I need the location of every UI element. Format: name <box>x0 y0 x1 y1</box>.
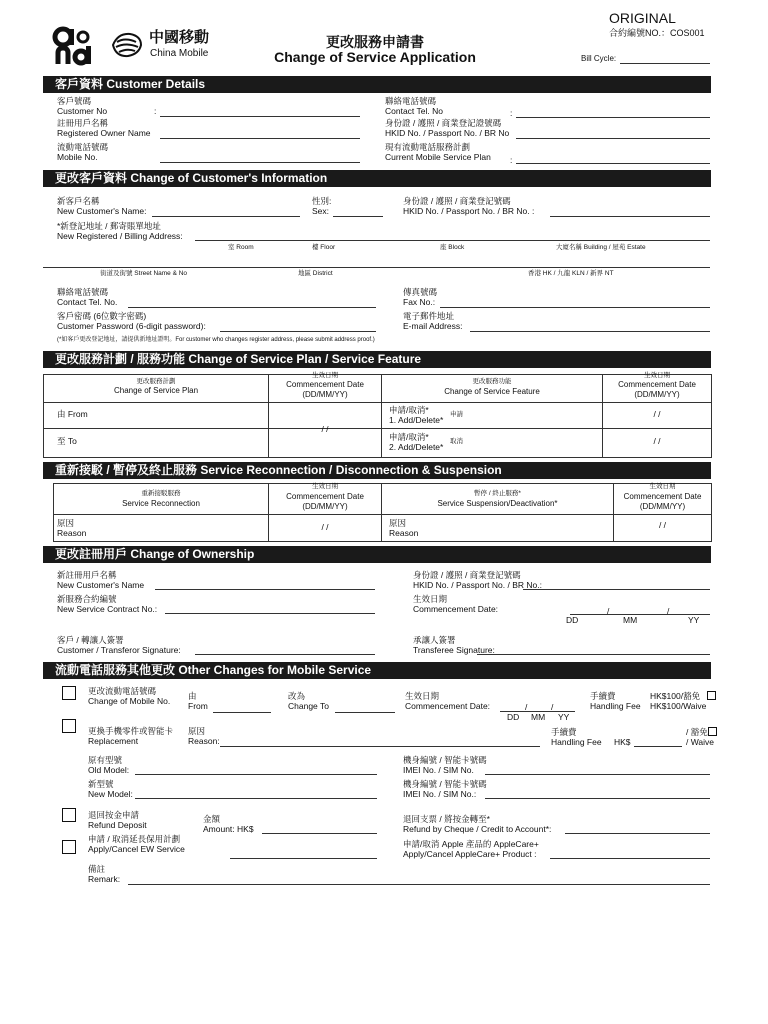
plan-col1-en: Change of Service Plan <box>113 386 199 395</box>
recon-col2-zh: 生效日期 <box>312 483 338 490</box>
mobile-label-zh: 流動電話號碼 <box>57 142 109 152</box>
owner-field[interactable] <box>160 138 360 139</box>
new-hkid-field[interactable] <box>550 216 710 217</box>
fee2-waive-zh: / 豁免 <box>686 727 708 737</box>
transferee-zh: 承讓人簽署 <box>413 635 456 645</box>
section-service-plan: 更改服務計劃 / 服務功能 Change of Service Plan / Service Feature <box>43 351 711 368</box>
refund-checkbox[interactable] <box>62 808 76 822</box>
owner-hkid-field[interactable] <box>523 589 710 590</box>
street-label: 街道及街號 Street Name & No <box>100 270 188 277</box>
recon-col2-en: Commencement Date <box>286 492 364 501</box>
mobile-field[interactable] <box>160 162 360 163</box>
fax-field[interactable] <box>440 307 710 308</box>
new-contact-field[interactable] <box>128 307 376 308</box>
fee-en: Handling Fee <box>590 701 641 711</box>
fax-label-en: Fax No.: <box>403 297 436 307</box>
china-mobile-logo-icon <box>110 30 144 60</box>
address-label-en: New Registered / Billing Address: <box>57 231 183 241</box>
feature2-label-zh: 申請/取消* <box>389 432 429 442</box>
apple-zh: 申請/取消 Apple 產品的 AppleCare+ <box>403 839 539 849</box>
mobile-date-en: Commencement Date: <box>405 701 491 711</box>
plan-to-label[interactable]: 至 To <box>57 436 77 446</box>
fee2-zh: 手續費 <box>551 727 577 737</box>
new-name-label-en: New Customer's Name: <box>57 206 147 216</box>
owner-yy: YY <box>688 615 700 625</box>
plan-col2-zh: 生效日期 <box>312 372 338 379</box>
owner-mm: MM <box>623 615 638 625</box>
contact-label-zh: 聯絡電話號碼 <box>385 96 437 106</box>
mobile-dd: DD <box>507 712 520 722</box>
feature2-suffix: 取消 <box>450 438 463 445</box>
ew-field[interactable] <box>230 858 377 859</box>
remark-field[interactable] <box>128 884 710 885</box>
password-label-zh: 客戶密碼 (6位數字密碼) <box>57 311 147 321</box>
imei2-field[interactable] <box>485 798 710 799</box>
mobile-from-field[interactable] <box>213 712 271 713</box>
old-model-field[interactable] <box>135 774 377 775</box>
plan-from-label[interactable]: 由 From <box>57 409 88 419</box>
owner-date-zh: 生效日期 <box>413 594 448 604</box>
fee-zh: 手續費 <box>590 691 616 701</box>
colon: : <box>510 108 513 118</box>
owner-new-name-en: New Customer's Name <box>57 580 145 590</box>
feature1-suffix: 申請 <box>450 411 463 418</box>
mobile-date-zh: 生效日期 <box>405 691 440 701</box>
amount-field[interactable] <box>262 833 377 834</box>
section-ownership: 更改註冊用戶 Change of Ownership <box>43 546 711 563</box>
contact-label-en: Contact Tel. No <box>385 106 443 116</box>
mobile-from-en: From <box>188 701 208 711</box>
owner-contract-field[interactable] <box>165 613 375 614</box>
section-other-changes: 流動電話服務其他更改 Other Changes for Mobile Service <box>43 662 711 679</box>
fee-amount: HK$100/豁免 <box>650 691 701 701</box>
feature1-date-field[interactable]: / / <box>653 409 661 419</box>
fee2-field[interactable] <box>634 746 682 747</box>
fee-waive-checkbox[interactable] <box>707 691 716 700</box>
fax-label-zh: 傳真號碼 <box>403 287 438 297</box>
feature2-date-field[interactable]: / / <box>653 436 661 446</box>
remark-zh: 備註 <box>88 864 106 874</box>
owner-hkid-zh: 身份證 / 護照 / 商業登記號碼 <box>413 570 521 580</box>
old-model-en: Old Model: <box>88 765 130 775</box>
district-label: 地區 District <box>298 270 333 277</box>
owner-contract-en: New Service Contract No.: <box>57 604 158 614</box>
new-model-field[interactable] <box>135 798 377 799</box>
building-label: 大廈名稱 Building / 屋苑 Estate <box>556 244 646 251</box>
plan-col2-en: Commencement Date <box>286 380 364 389</box>
new-hkid-label-zh: 身份證 / 護照 / 商業登記號碼 <box>403 196 511 206</box>
hkid-field[interactable] <box>516 138 710 139</box>
address-label-zh: *新登記地址 / 郵寄賬單地址 <box>57 221 161 231</box>
recon-col4-fmt: (DD/MM/YY) <box>639 502 686 511</box>
apple-field[interactable] <box>550 858 710 859</box>
fee2-hk: HK$ <box>614 737 631 747</box>
owner-hkid-en: HKID No. / Passport No. / BR No.: <box>413 580 542 590</box>
email-field[interactable] <box>470 331 710 332</box>
date-slash: / <box>667 606 670 616</box>
feature2-label-en[interactable]: 2. Add/Delete* <box>389 442 444 452</box>
recon-col4-zh: 生效日期 <box>649 483 676 490</box>
ew-checkbox[interactable] <box>62 840 76 854</box>
refund-en: Refund Deposit <box>88 820 147 830</box>
contact-field[interactable] <box>516 117 710 118</box>
change-mobile-checkbox[interactable] <box>62 686 76 700</box>
refund-zh: 退回按金申請 <box>88 810 140 820</box>
cheque-field[interactable] <box>565 833 710 834</box>
mobile-from-zh: 由 <box>188 691 197 701</box>
replace-reason-zh: 原因 <box>188 726 206 736</box>
new-contact-label-en: Contact Tel. No. <box>57 297 118 307</box>
mobile-change-zh: 更改流動電話號碼 <box>88 686 157 696</box>
section-reconnection: 重新接駁 / 暫停及終止服務 Service Reconnection / Disconnection & Suspension <box>43 462 711 479</box>
owner-label-zh: 註冊用戶名稱 <box>57 118 109 128</box>
form-title-zh: 更改服務申請書 <box>326 34 424 50</box>
feature1-label-en[interactable]: 1. Add/Delete* <box>389 415 444 425</box>
address-proof-note: (*如客戶更改登記地址，請提供新地址證明。For customer who changes register address, please submit address proof.) <box>57 337 375 343</box>
imei2-zh: 機身編號 / 智能卡號碼 <box>403 779 487 789</box>
owner-new-name-field[interactable] <box>155 589 375 590</box>
replace-en: Replacement <box>88 736 139 746</box>
fee2-waive-checkbox[interactable] <box>708 727 717 736</box>
recon-col4-en: Commencement Date <box>623 492 702 501</box>
customer-no-label-zh: 客戶號碼 <box>57 96 92 106</box>
hkid-label-en: HKID No. / Passport No. / BR No <box>385 128 510 138</box>
bill-cycle-field[interactable] <box>620 63 710 64</box>
block-label: 座 Block <box>440 244 465 251</box>
mobile-label-en: Mobile No. <box>57 152 98 162</box>
plan-col4-fmt: (DD/MM/YY) <box>634 390 680 399</box>
and-logo <box>52 26 94 66</box>
customer-no-field[interactable] <box>160 116 360 117</box>
recon-col1-en: Service Reconnection <box>122 499 200 508</box>
recon-reason-en[interactable]: Reason <box>57 528 87 538</box>
suspend-date-field[interactable]: / / <box>658 520 667 530</box>
date-slash: / <box>607 606 610 616</box>
ew-en: Apply/Cancel EW Service <box>88 844 185 854</box>
password-field[interactable] <box>220 331 376 332</box>
brand-name-zh: 中國移動 <box>149 29 210 46</box>
mobile-change-en: Change of Mobile No. <box>88 696 171 706</box>
plan-col3-zh: 更改服務功能 <box>472 378 512 385</box>
mobile-to-zh: 改為 <box>288 691 306 701</box>
recon-col2-fmt: (DD/MM/YY) <box>302 502 348 511</box>
new-name-label-zh: 新客戶名稱 <box>57 196 100 206</box>
section-customer-info: 更改客戶資料 Change of Customer's Information <box>43 170 711 187</box>
sex-label-zh: 性別: <box>312 196 332 206</box>
original-label: ORIGINAL <box>609 10 676 26</box>
replace-reason-field[interactable] <box>220 746 540 747</box>
fee-waive: HK$100/Waive <box>650 701 707 711</box>
plan-label-zh: 現有流動電話服務計劃 <box>385 142 471 152</box>
new-model-zh: 新型號 <box>88 779 114 789</box>
owner-dd: DD <box>566 615 579 625</box>
recon-date-field[interactable]: / / <box>321 522 329 532</box>
bill-cycle-label: Bill Cycle: <box>581 54 617 63</box>
new-name-field[interactable] <box>152 216 300 217</box>
mobile-mm: MM <box>531 712 546 722</box>
recon-col1-zh: 重新接駁服務 <box>141 490 181 497</box>
fee2-waive-en: / Waive <box>686 737 715 747</box>
owner-contract-zh: 新服務合約編號 <box>57 594 117 604</box>
imei-field[interactable] <box>485 774 710 775</box>
mobile-yy: YY <box>558 712 570 722</box>
owner-date-en: Commencement Date: <box>413 604 499 614</box>
transferee-signature[interactable] <box>477 654 710 655</box>
plan-col2-fmt: (DD/MM/YY) <box>302 390 348 399</box>
owner-label-en: Registered Owner Name <box>57 128 151 138</box>
imei2-en: IMEI No. / SIM No.: <box>403 789 477 799</box>
address-line-1[interactable] <box>195 240 710 241</box>
colon: : <box>154 106 157 116</box>
fee2-en: Handling Fee <box>551 737 602 747</box>
mobile-to-en: Change To <box>288 701 329 711</box>
new-model-en: New Model: <box>88 789 133 799</box>
new-contact-label-zh: 聯絡電話號碼 <box>57 287 109 297</box>
region-label: 香港 HK / 九龍 KLN / 新界 NT <box>528 270 614 277</box>
plan-field[interactable] <box>516 163 710 164</box>
email-label-zh: 電子郵件地址 <box>403 311 455 321</box>
plan-col4-en: Commencement Date <box>618 380 696 389</box>
replacement-checkbox[interactable] <box>62 719 76 733</box>
plan-col3-en: Change of Service Feature <box>444 387 540 396</box>
floor-label: 樓 Floor <box>312 244 336 251</box>
plan-date-field[interactable]: / / <box>321 424 329 434</box>
recon-col3-zh: 暫停 / 終止服務* <box>474 490 521 497</box>
suspend-reason-en[interactable]: Reason <box>389 528 419 538</box>
ew-zh: 申請 / 取消延長保用計劃 <box>88 834 181 844</box>
suspend-reason-zh: 原因 <box>389 518 407 528</box>
new-hkid-label-en: HKID No. / Passport No. / BR No. : <box>403 206 535 216</box>
cheque-en: Refund by Cheque / Credit to Account*: <box>403 824 552 834</box>
amount-en: Amount: HK$ <box>203 824 254 834</box>
transferor-zh: 客戶 / 轉讓人簽署 <box>57 635 124 645</box>
password-label-en: Customer Password (6-digit password): <box>57 321 206 331</box>
amount-zh: 金額 <box>203 814 221 824</box>
date-slash: / <box>551 702 554 712</box>
plan-col1-zh: 更改服務計劃 <box>136 378 176 385</box>
room-label: 室 Room <box>228 244 254 251</box>
date-slash: / <box>525 702 528 712</box>
address-line-2[interactable] <box>43 267 710 268</box>
apple-en: Apply/Cancel AppleCare+ Product : <box>403 849 537 859</box>
brand-name-en: China Mobile <box>150 48 209 59</box>
contract-no: 合約編號NO.：COS001 <box>609 28 705 38</box>
transferee-en: Transferee Signature: <box>413 645 495 655</box>
section-customer-details: 客戶資料 Customer Details <box>43 76 711 93</box>
mobile-to-field[interactable] <box>335 712 395 713</box>
hkid-label-zh: 身份證 / 護照 / 商業登記證號碼 <box>385 118 502 128</box>
feature1-label-zh: 申請/取消* <box>389 405 429 415</box>
imei-zh: 機身編號 / 智能卡號碼 <box>403 755 487 765</box>
imei-en: IMEI No. / SIM No. <box>403 765 474 775</box>
plan-label-en: Current Mobile Service Plan <box>385 152 491 162</box>
email-label-en: E-mail Address: <box>403 321 463 331</box>
form-title-en: Change of Service Application <box>274 49 476 65</box>
cheque-zh: 退回支票 / 將按金轉至* <box>403 814 490 824</box>
old-model-zh: 原有型號 <box>88 755 123 765</box>
sex-field[interactable] <box>333 216 383 217</box>
customer-no-label-en: Customer No <box>57 106 108 116</box>
colon: : <box>510 155 513 165</box>
plan-col4-zh: 生效日期 <box>644 372 670 379</box>
recon-reason-zh: 原因 <box>57 518 75 528</box>
recon-col3-en: Service Suspension/Deactivation* <box>437 499 558 508</box>
owner-new-name-zh: 新註冊用戶名稱 <box>57 570 117 580</box>
sex-label-en: Sex: <box>312 206 330 216</box>
transferor-signature[interactable] <box>195 654 375 655</box>
replace-zh: 更換手機零件或智能卡 <box>88 726 174 736</box>
replace-reason-en: Reason: <box>188 736 220 746</box>
remark-en: Remark: <box>88 874 121 884</box>
divider <box>43 402 711 403</box>
transferor-en: Customer / Transferor Signature: <box>57 645 181 655</box>
